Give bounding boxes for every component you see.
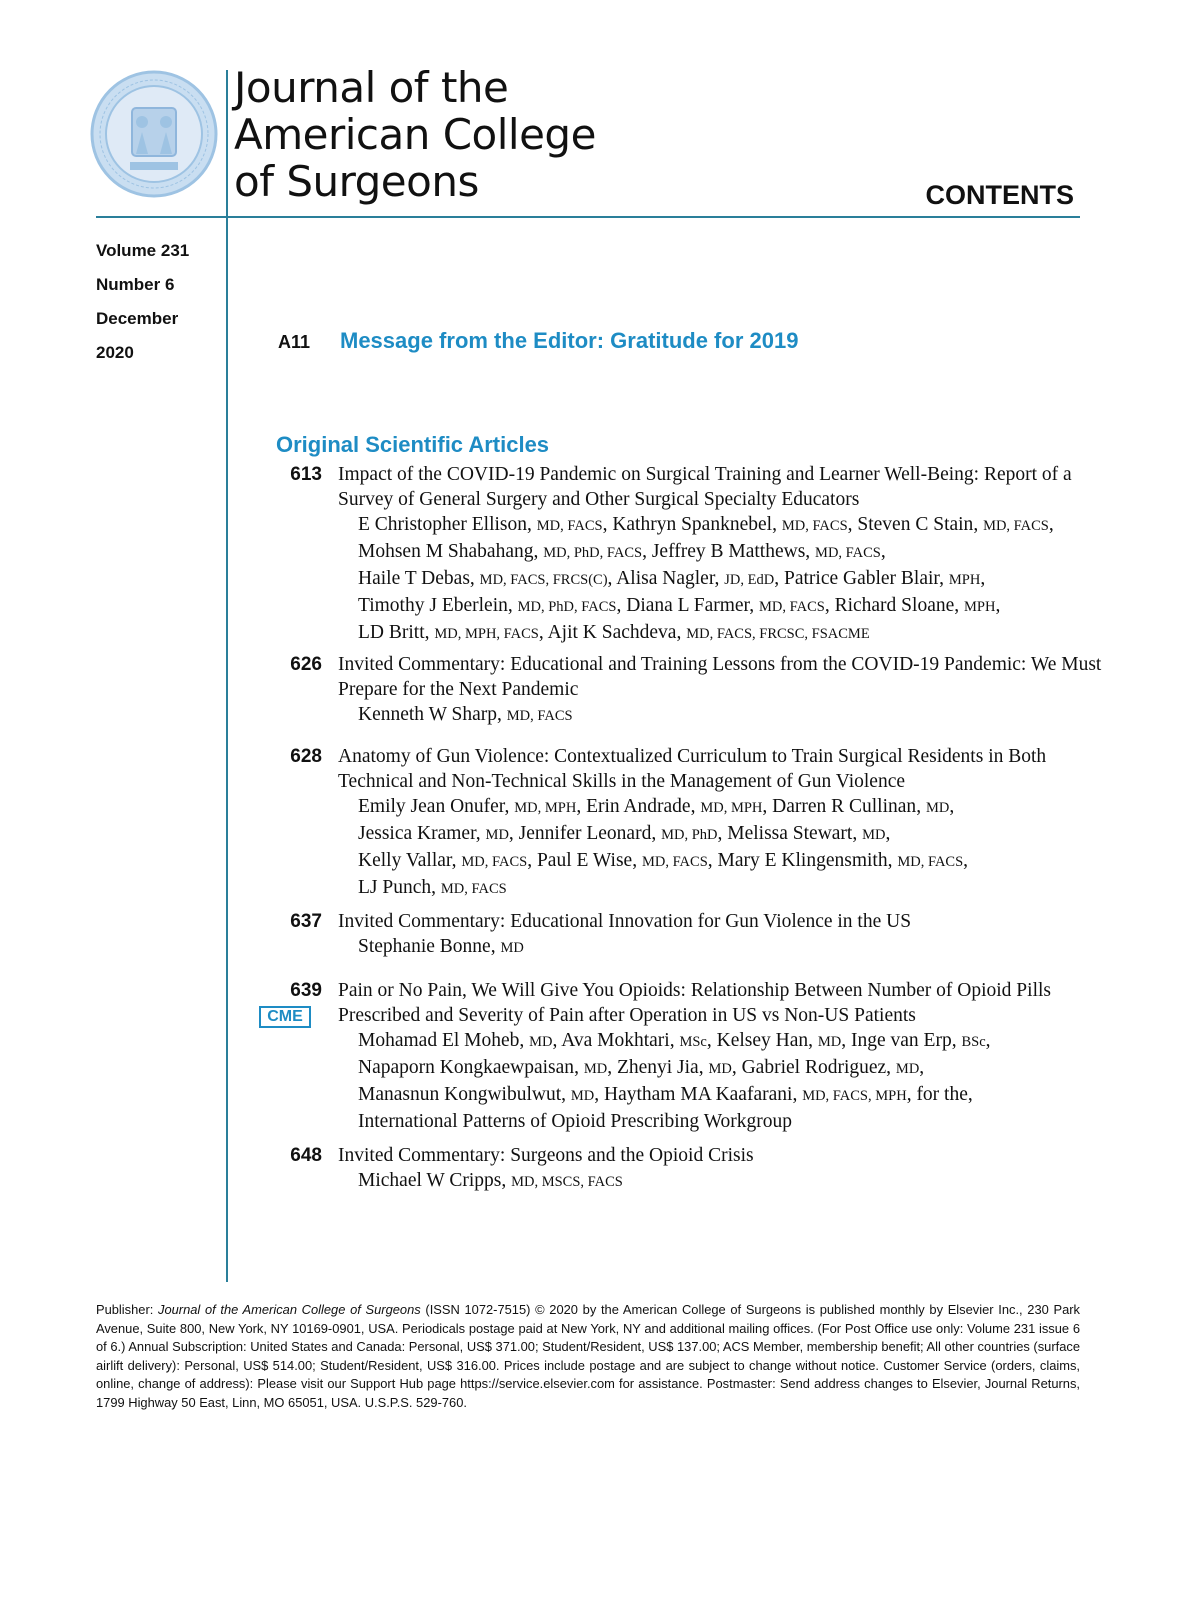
author-name: LJ Punch — [358, 877, 432, 898]
article-page-number: 648 — [290, 1145, 322, 1166]
publisher-footer — [96, 1301, 1080, 1413]
author-credentials: MD — [708, 1061, 732, 1077]
article-title-link[interactable]: Invited Commentary: Surgeons and the Opioid Crisis — [338, 1145, 754, 1166]
author-credentials: MD, PhD — [661, 827, 718, 843]
author-credentials: MD, FACS — [781, 518, 848, 534]
journal-title-line-1: Journal of the — [234, 63, 509, 112]
author-credentials: MD, FACS, MPH — [802, 1088, 907, 1104]
author-credentials: MD, FACS — [759, 599, 825, 615]
vertical-divider — [226, 70, 228, 1282]
author-name: Melissa Stewart — [727, 823, 853, 844]
author-line: Michael W Cripps, MD, MSCS, FACS — [358, 1170, 623, 1191]
author-line: Mohamad El Moheb, MD, Ava Mokhtari, MSc, Kelsey Han, MD, Inge van Erp, BSc, — [358, 1030, 991, 1051]
author-credentials: MD — [862, 827, 886, 843]
author-name: Jennifer Leonard — [518, 823, 652, 844]
journal-title-line-3: of Surgeons — [234, 157, 479, 206]
author-credentials: MD — [583, 1061, 608, 1077]
article-authors — [358, 512, 1106, 647]
author-credentials: JD, EdD — [724, 572, 775, 588]
author-line: Stephanie Bonne, MD — [358, 936, 524, 957]
article-entry — [276, 744, 1106, 902]
author-name: Kenneth W Sharp — [358, 704, 498, 725]
author-name: Haytham MA Kaafarani — [604, 1084, 793, 1105]
author-line: Timothy J Eberlein, MD, PhD, FACS, Diana L Farmer, MD, FACS, Richard Sloane, MPH, — [358, 595, 1001, 616]
author-name: Manasnun Kongwibulwut — [358, 1084, 562, 1105]
article-page-number: 637 — [290, 911, 322, 932]
author-name: Timothy J Eberlein — [358, 595, 508, 616]
article-title-link[interactable]: Invited Commentary: Educational and Training Lessons from the COVID-19 Pandemic: We Must Prepare for the Next Pandemic — [338, 654, 1102, 700]
author-name: Mohamad El Moheb — [358, 1030, 520, 1051]
header-divider — [96, 216, 1080, 218]
footer-text: (ISSN 1072-7515) © 2020 by the American College of Surgeons is published monthly by Elsevier Inc., 230 Park Avenue, Suite 800, New York, NY 10169-0901, USA. Periodicals postage paid at New York, NY and additional mailing offices. (For Post Office use only: Volume 231 issue 6 of 6.) Annual Subscription: United States and Canada: Personal, US$ 371.00; Student/Resident, US$ 137.00; ACS Member, membership benefit; All other countries (surface airlift delivery): Personal, US$ 514.00; Student/Resident, US$ 316.00. Prices include postage and are subject to change without notice. Customer Service (orders, claims, online, change of address): Please visit our Support Hub page https://service.elsevier.com for assistance. Postmaster: Send address changes to Elsevier, Journal Returns, 1799 Highway 50 East, Linn, MO 65051, USA. U.S.P.S. 529-760. — [96, 1302, 1080, 1410]
author-credentials: MD — [500, 940, 524, 956]
article-title-link[interactable]: Impact of the COVID-19 Pandemic on Surgical Training and Learner Well-Being: Report of a Survey of General Surgery and Other Surgical Specialty Educators — [338, 464, 1072, 510]
author-line: Emily Jean Onufer, MD, MPH, Erin Andrade, MD, MPH, Darren R Cullinan, MD, — [358, 796, 955, 817]
author-credentials: MD, MPH, FACS — [434, 626, 539, 642]
author-name: Erin Andrade — [586, 796, 691, 817]
footer-journal-name: Journal of the American College of Surgeons — [158, 1302, 421, 1317]
author-name: Inge van Erp — [851, 1030, 952, 1051]
article-authors — [358, 1028, 1106, 1134]
author-name: Gabriel Rodriguez — [741, 1057, 887, 1078]
author-credentials: MD, FACS — [536, 518, 603, 534]
author-name: Napaporn Kongkaewpaisan — [358, 1057, 575, 1078]
author-line: LD Britt, MD, MPH, FACS, Ajit K Sachdeva, MD, FACS, FRCSC, FSACME — [358, 622, 870, 643]
author-name: Mohsen M Shabahang — [358, 541, 534, 562]
author-name: Steven C Stain — [857, 514, 974, 535]
author-credentials: MD, FACS — [440, 881, 507, 897]
cme-badge[interactable]: CME — [259, 1006, 311, 1028]
author-credentials: MPH — [948, 572, 981, 588]
author-name: Jessica Kramer — [358, 823, 476, 844]
article-entry — [276, 909, 1106, 961]
author-credentials: MD, FACS, FRCSC, FSACME — [686, 626, 870, 642]
article-authors — [358, 702, 1106, 729]
author-name: Kelsey Han — [716, 1030, 809, 1051]
issue-number: Number 6 — [96, 275, 175, 294]
author-credentials: MD — [485, 827, 509, 843]
author-name: Ava Mokhtari — [561, 1030, 670, 1051]
author-line — [358, 1109, 1106, 1134]
author-credentials: MD, FACS — [641, 854, 708, 870]
journal-title — [234, 64, 596, 205]
editor-message-page: A11 — [278, 332, 311, 352]
article-entry — [276, 1143, 1106, 1195]
author-credentials: MD — [817, 1034, 842, 1050]
article-authors — [358, 794, 1106, 902]
author-line: E Christopher Ellison, MD, FACS, Kathryn Spanknebel, MD, FACS, Steven C Stain, MD, FACS, — [358, 514, 1054, 535]
issue-info — [96, 234, 220, 370]
author-credentials: MD, MPH — [700, 800, 763, 816]
article-page-number: 628 — [290, 746, 322, 767]
author-credentials: MD, PhD, FACS — [543, 545, 643, 561]
issue-year: 2020 — [96, 343, 134, 362]
editor-message-link[interactable]: Message from the Editor: Gratitude for 2019 — [340, 328, 799, 353]
article-page-number: 639 — [290, 980, 322, 1001]
author-name: Kelly Vallar — [358, 850, 452, 871]
author-credentials: MD, FACS — [461, 854, 528, 870]
issue-volume: Volume 231 — [96, 241, 190, 260]
author-credentials: MD — [925, 800, 950, 816]
author-line: Mohsen M Shabahang, MD, PhD, FACS, Jeffrey B Matthews, MD, FACS, — [358, 541, 886, 562]
article-page-number: 626 — [290, 654, 322, 675]
journal-title-line-2: American College — [234, 110, 596, 159]
author-credentials: MD — [895, 1061, 920, 1077]
article-page-number: 613 — [290, 464, 322, 485]
article-title-link[interactable]: Pain or No Pain, We Will Give You Opioids: Relationship Between Number of Opioid Pills Prescribed and Severity of Pain after Operation in US vs Non-US Patients — [338, 980, 1051, 1026]
author-name: Stephanie Bonne — [358, 936, 491, 957]
author-line: Napaporn Kongkaewpaisan, MD, Zhenyi Jia, MD, Gabriel Rodriguez, MD, — [358, 1057, 925, 1078]
article-authors — [358, 1168, 1106, 1195]
contents-heading: CONTENTS — [925, 180, 1074, 210]
author-credentials: MD, FACS — [983, 518, 1049, 534]
author-name: Zhenyi Jia — [616, 1057, 699, 1078]
author-name: Diana L Farmer — [626, 595, 750, 616]
author-credentials: MD, PhD, FACS — [517, 599, 617, 615]
author-name: Mary E Klingensmith — [717, 850, 888, 871]
author-line: Haile T Debas, MD, FACS, FRCS(C), Alisa Nagler, JD, EdD, Patrice Gabler Blair, MPH, — [358, 568, 986, 589]
article-entry — [276, 652, 1106, 729]
author-line: LJ Punch, MD, FACS — [358, 877, 507, 898]
author-credentials: MD — [529, 1034, 553, 1050]
author-name: Haile T Debas — [358, 568, 470, 589]
author-name: Paul E Wise — [536, 850, 633, 871]
section-heading: Original Scientific Articles — [276, 432, 550, 457]
author-name: Patrice Gabler Blair — [783, 568, 940, 589]
author-credentials: BSc — [961, 1034, 986, 1050]
author-line: Manasnun Kongwibulwut, MD, Haytham MA Kaafarani, MD, FACS, MPH, for the, — [358, 1084, 973, 1105]
author-line: Jessica Kramer, MD, Jennifer Leonard, MD, PhD, Melissa Stewart, MD, — [358, 823, 891, 844]
author-line: Kelly Vallar, MD, FACS, Paul E Wise, MD, FACS, Mary E Klingensmith, MD, FACS, — [358, 850, 969, 871]
author-credentials: MD, MPH — [514, 800, 577, 816]
author-name: Jeffrey B Matthews — [651, 541, 806, 562]
author-name: Richard Sloane — [834, 595, 955, 616]
author-credentials: MD, FACS — [815, 545, 881, 561]
author-credentials: MPH — [964, 599, 996, 615]
author-credentials: MD, FACS — [506, 708, 573, 724]
acs-seal-logo — [90, 70, 218, 198]
author-name: Alisa Nagler — [616, 568, 715, 589]
article-title-link[interactable]: Anatomy of Gun Violence: Contextualized Curriculum to Train Surgical Residents in Both Technical and Non-Technical Skills in the Management of Gun Violence — [338, 746, 1047, 792]
author-credentials: MD, MSCS, FACS — [511, 1174, 623, 1190]
author-name: Michael W Cripps — [358, 1170, 502, 1191]
author-name: Emily Jean Onufer — [358, 796, 505, 817]
author-name: E Christopher Ellison — [358, 514, 527, 535]
author-credentials: MD, FACS, FRCS(C) — [479, 572, 608, 588]
article-entry — [267, 978, 1106, 1134]
article-title-link[interactable]: Invited Commentary: Educational Innovation for Gun Violence in the US — [338, 911, 912, 932]
issue-month: December — [96, 309, 179, 328]
author-name: LD Britt — [358, 622, 425, 643]
author-credentials: MD — [570, 1088, 595, 1104]
author-name: Ajit K Sachdeva — [547, 622, 677, 643]
author-name: Darren R Cullinan — [772, 796, 917, 817]
author-name: Kathryn Spanknebel — [612, 514, 773, 535]
author-credentials: MD, FACS — [897, 854, 964, 870]
author-line: Kenneth W Sharp, MD, FACS — [358, 704, 573, 725]
footer-publisher-label: Publisher: — [96, 1302, 159, 1317]
article-entry — [276, 462, 1106, 647]
author-name: for the — [916, 1084, 968, 1105]
article-authors — [358, 934, 1106, 961]
author-name: International Patterns of Opioid Prescribing Workgroup — [358, 1111, 793, 1132]
author-credentials: MSc — [679, 1034, 707, 1050]
